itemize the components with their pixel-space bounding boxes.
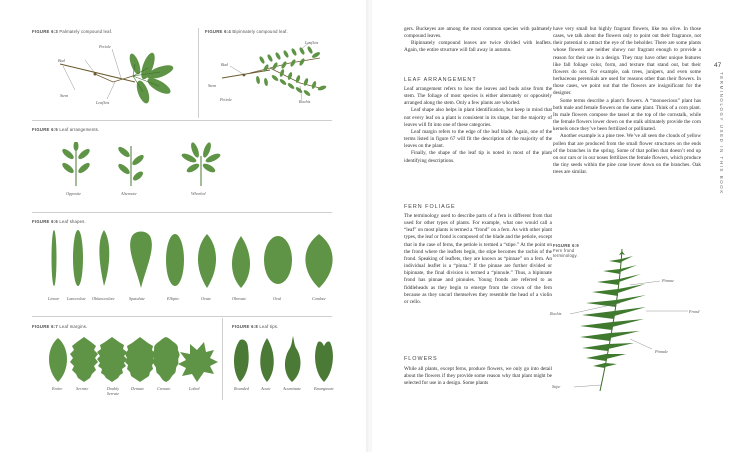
margin-serrate-label: Serrate xyxy=(76,386,89,391)
fig67-caption: FIGURE 6:7 Leaf margins. xyxy=(32,324,88,329)
shape-elliptic-label: Elliptic xyxy=(167,296,180,301)
paragraph: Bipinnately compound leaves are twice divided with leaflets. Again, the entire structure will fall away in autumn. xyxy=(404,40,552,54)
heading-fern-foliage: FERN FOLIAGE xyxy=(404,204,456,210)
fig69-label-rachis: Rachis xyxy=(550,311,562,316)
fern-frond-illustration xyxy=(570,245,700,395)
tip-rounded-leaf xyxy=(234,339,249,382)
divider xyxy=(32,212,332,213)
paragraph: While all plants, except ferns, produce flowers, we only go into detail about the flowers if they provide some reason why that plant might be selected for use in a design. Some plants xyxy=(404,366,552,387)
shape-obovate-label: Obovate xyxy=(232,296,247,301)
paragraph: Leaf margin refers to the edge of the leaf blade. Again, one of the terms listed in figure 67 will fit the description of the majority of the leaves on the plant. xyxy=(404,128,552,150)
bipinnately-compound-leaf-illustration xyxy=(220,38,330,110)
fig63-label-bud: Bud xyxy=(58,58,65,63)
margin-doubly-serrate-leaf xyxy=(97,337,127,382)
col1-flowers xyxy=(404,366,552,387)
margin-lobed-leaf xyxy=(178,342,218,382)
col2-text xyxy=(553,26,701,176)
margin-crenate-leaf xyxy=(152,337,179,382)
fig66-caption: FIGURE 6:6 Leaf shapes. xyxy=(32,219,86,224)
leaf-tips-illustration xyxy=(228,336,338,384)
margin-doubly-serrate-label: Doubly Serrate xyxy=(106,386,120,396)
margin-entire-label: Entire xyxy=(52,386,63,391)
paragraph: Another example is a pine tree. We’ve all seen the clouds of yellow pollen that are produced from the small flower structures on the ends of the branches in the spring. Some of that pollen that doesn’t end up on our cars or in our noses fertilizes the female flowers, which produce the tiny seeds within the pine cone lower down on the branches. Oak trees are similar. xyxy=(553,133,701,176)
fig64-caption: FIGURE 6:4 Bipinnately compound leaf. xyxy=(205,29,288,34)
fig68-caption: FIGURE 6:8 Leaf tips. xyxy=(232,324,279,329)
margin-dentate-leaf xyxy=(125,337,155,382)
fig69-label-frond: Frond xyxy=(689,309,700,314)
shape-spatulate-leaf xyxy=(130,232,152,289)
margin-crenate-label: Crenate xyxy=(157,386,171,391)
col1-fern xyxy=(404,213,552,306)
tip-acuminate-leaf xyxy=(285,336,301,382)
paragraph: Leaf shape also helps in plant identification, but keep in mind that not every leaf on a plant is consistent in its shape, but the majority of leaves will fit into one of these categories. xyxy=(404,107,552,128)
fig64-label-leaflets: Leaflets xyxy=(305,40,319,45)
fig64-label-petiole: Petiole xyxy=(220,97,232,102)
shape-spatulate-label: Spatulate xyxy=(129,296,145,301)
shape-ovate-label: Ovate xyxy=(201,296,211,301)
paragraph: Finally, the shape of the leaf tip is noted in most of the plant identifying descriptions. xyxy=(404,150,552,164)
col1-arrangement xyxy=(404,86,552,165)
fig63-label-leaflets: Leaflets xyxy=(96,100,110,105)
divider xyxy=(32,120,332,121)
tip-emarginate-label: Emarginate xyxy=(314,386,334,391)
fig69-label-pinnae: Pinnae xyxy=(662,278,674,283)
tip-emarginate-leaf xyxy=(315,341,333,382)
fig63-caption: FIGURE 6:3 Palmately compound leaf. xyxy=(32,29,113,34)
leaf-arrangements-illustration xyxy=(58,142,228,190)
fig65-caption: FIGURE 6:5 Leaf arrangements. xyxy=(32,127,100,132)
shape-lanceolate-leaf xyxy=(73,230,83,286)
shape-obovate-leaf xyxy=(232,236,250,288)
shape-elliptic-leaf xyxy=(166,234,184,286)
col1-intro xyxy=(404,26,552,55)
leaf-margins-illustration xyxy=(42,336,222,384)
shape-cordate-leaf xyxy=(305,234,332,288)
shape-linear-label: Linear xyxy=(48,296,60,301)
leaf-shapes-illustration xyxy=(40,228,340,294)
fig69-label-pinnule: Pinnule xyxy=(655,349,669,354)
right-page xyxy=(372,0,740,452)
tip-acute-leaf xyxy=(260,338,274,382)
tip-acuminate-label: Acuminate xyxy=(283,386,301,391)
paragraph: have very small but highly fragrant flowers, like tea olive. In those cases, we talk about the flowers only to point out their fragrance, not their potential to attract the eye of the beholder. There are some plants whose flowers are neither showy nor fragrant enough to provide a reason for their use in a design. They may have other unique features like fall foliage color, form, and texture that stand out, but their flowers do not. For example, oak trees, junipers, and even some herbaceous perennials are used for reasons other than their flowers. In those cases, we point out that the flowers are insignificant for the designer. xyxy=(553,26,701,97)
margin-dentate-label: Dentate xyxy=(131,386,145,391)
shape-ovate-leaf xyxy=(198,234,216,288)
fig63-label-petiole: Petiole xyxy=(99,44,111,49)
margin-entire-leaf xyxy=(49,338,67,382)
divider xyxy=(32,316,332,317)
palmately-compound-leaf-illustration xyxy=(55,38,185,110)
margin-lobed-label: Lobed xyxy=(189,386,200,391)
left-page xyxy=(0,0,368,452)
fig64-label-rachis: Rachis xyxy=(299,99,311,104)
arrangement-alternate-label: Alternate xyxy=(121,191,137,196)
running-head: TERMINOLOGY USED IN THIS BOOK xyxy=(719,72,724,195)
heading-leaf-arrangement: LEAF ARRANGEMENT xyxy=(404,77,477,83)
shape-lanceolate-label: Lanceolate xyxy=(67,296,86,301)
heading-flowers: FLOWERS xyxy=(404,356,438,362)
arrangement-opposite-label: Opposite xyxy=(66,191,82,196)
margin-serrate-leaf xyxy=(70,337,98,382)
divider xyxy=(198,28,199,118)
paragraph: gers. Buckeyes are among the most common species with palmately compound leaves. xyxy=(404,26,552,40)
paragraph: The terminology used to describe parts of a fern is different from that used for other types of plants. For example, what one would call a “leaf” on most plants is termed a “frond” on a fern. As with other plant types, the leaf or frond is composed of the blade and the petiole, except that in the case of ferns, the petiole is termed a “stipe.” At the point on the frond where the leaflets begin, the stipe becomes the rachis of the frond. Speaking of leaflets, they are known as “pinnae” on a fern. An individual leaflet is a “pinna.” If the pinnae are further divided or bipinnate, the final division is termed a “pinnule.” Thus, a bipinnate frond has pinnae and pinnules. Young fronds are referred to as fiddleheads as they begin to emerge from the crown of the fern because as they uncurl themselves they resemble the head of a violin or cello. xyxy=(404,213,552,305)
shape-oblanceolate-leaf xyxy=(99,230,109,286)
shape-cordate-label: Cordate xyxy=(312,296,326,301)
page-number: 47 xyxy=(714,62,722,69)
paragraph: Leaf arrangement refers to how the leaves and buds arise from the stem. The foliage of most species is either alternately or oppositely arranged along the stem. Only a few plants are whorled. xyxy=(404,86,552,107)
shape-linear-leaf xyxy=(52,230,57,286)
arrangement-whorled-label: Whorled xyxy=(191,191,206,196)
tip-acute-label: Acute xyxy=(261,386,271,391)
tip-rounded-label: Rounded xyxy=(234,386,249,391)
fig64-label-bud: Bud xyxy=(221,62,228,67)
fig64-label-stem: Stem xyxy=(208,83,217,88)
fig69-caption: FIGURE 6:9 Fern frond terminology. xyxy=(553,243,580,259)
shape-oval-label: Oval xyxy=(273,296,282,301)
divider xyxy=(222,318,223,400)
shape-oblanceolate-label: Oblanceolate xyxy=(92,296,115,301)
fig69-label-stipe: Stipe xyxy=(552,384,561,389)
paragraph: Some terms describe a plant’s flowers. A “monoecious” plant has both male and female flowers on the same plant. Think of a corn plant. Its male flowers compose the tassel at the top of the cornstalk, while the female flowers lower down on the stalk ultimately provide the corn kernels once they’ve been fertilized or pollinated. xyxy=(553,97,701,133)
fig63-label-stem: Stem xyxy=(60,93,69,98)
shape-oval-leaf xyxy=(264,236,292,284)
